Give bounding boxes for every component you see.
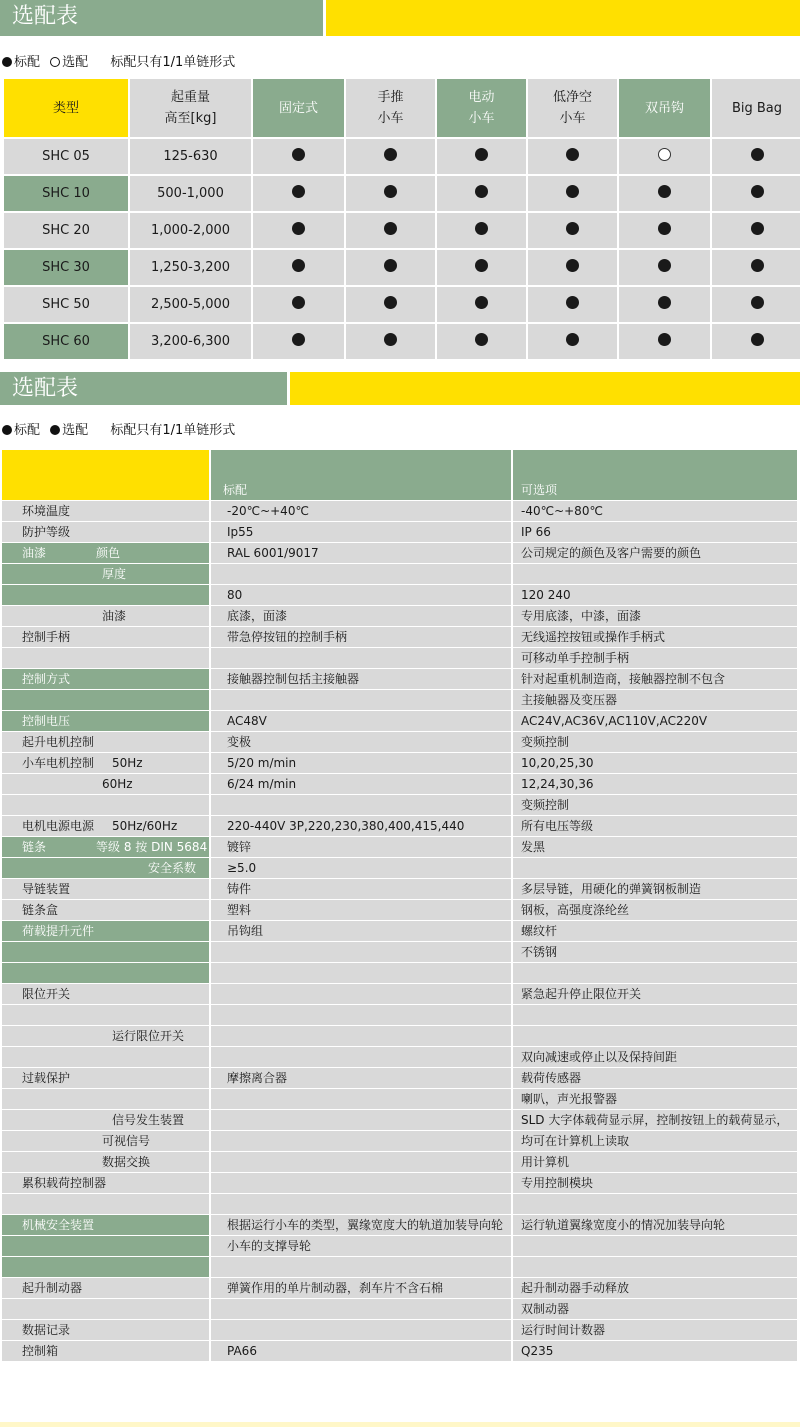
optional-value: 针对起重机制造商，接触器控制不包含 (512, 668, 798, 689)
table-row (4, 139, 800, 174)
row-label: 数据记录 (2, 1319, 210, 1340)
row-label: 链条盒 (2, 899, 210, 920)
row-sublabel: 信号发生装置 (112, 1113, 185, 1127)
table-row (2, 584, 798, 605)
row-label (2, 1193, 210, 1214)
filled-dot-icon (384, 333, 397, 346)
table-row (2, 941, 798, 962)
standard-value: AC48V (210, 710, 512, 731)
mark-cell (712, 139, 800, 174)
load-cell: 125-630 (130, 139, 251, 174)
standard-value: 镀锌 (210, 836, 512, 857)
bottom-bar (0, 1422, 800, 1427)
filled-dot-icon (751, 148, 764, 161)
standard-value (210, 962, 512, 983)
table-row (2, 1067, 798, 1088)
row-label: 导链装置 (2, 878, 210, 899)
row-label (2, 1109, 210, 1130)
mark-cell (437, 139, 526, 174)
standard-value (210, 1172, 512, 1193)
filled-dot-icon (566, 296, 579, 309)
standard-value: -20℃~+40℃ (210, 500, 512, 521)
table-row (2, 836, 798, 857)
filled-dot-icon (751, 296, 764, 309)
row-label: 荷载提升元件 (2, 920, 210, 941)
standard-value: 带急停按钮的控制手柄 (210, 626, 512, 647)
filled-dot-icon (292, 296, 305, 309)
optional-value: 专用底漆，中漆，面漆 (512, 605, 798, 626)
filled-dot-icon (658, 185, 671, 198)
standard-value (210, 941, 512, 962)
table-row (2, 815, 798, 836)
standard-value: 6/24 m/min (210, 773, 512, 794)
type-cell: SHC 10 (4, 176, 128, 211)
section2-yellow-bar (290, 372, 800, 405)
mark-cell (346, 324, 435, 359)
row-sublabel: 60Hz (102, 776, 133, 791)
optional-value: 变频控制 (512, 731, 798, 752)
optional-value: 紧急起升停止限位开关 (512, 983, 798, 1004)
section2-header (0, 372, 800, 405)
filled-dot-icon (658, 333, 671, 346)
row-label (2, 1235, 210, 1256)
load-cell: 1,000-2,000 (130, 213, 251, 248)
row-label: 起升制动器 (2, 1277, 210, 1298)
type-cell: SHC 05 (4, 139, 128, 174)
table-row (2, 1109, 798, 1130)
load-cell: 500-1,000 (130, 176, 251, 211)
mark-cell (712, 287, 800, 322)
standard-value: 铸件 (210, 878, 512, 899)
filled-dot-icon (566, 222, 579, 235)
row-label: 小车电机控制 50Hz (2, 752, 210, 773)
optional-value: 专用控制模块 (512, 1172, 798, 1193)
filled-dot-icon (292, 185, 305, 198)
table-row (2, 962, 798, 983)
filled-dot-icon (658, 296, 671, 309)
optional-value: 喇叭，声光报警器 (512, 1088, 798, 1109)
open-dot-icon (658, 148, 671, 161)
row-sublabel: 油漆 (102, 609, 127, 623)
table-row (2, 794, 798, 815)
optional-value: 载荷传感器 (512, 1067, 798, 1088)
standard-value (210, 1109, 512, 1130)
standard-value (210, 1193, 512, 1214)
row-label: 电机电源电源 50Hz/60Hz (2, 815, 210, 836)
mark-cell (528, 287, 617, 322)
table-row (2, 1046, 798, 1067)
table-row (2, 710, 798, 731)
row-label (2, 1298, 210, 1319)
optional-value: 用计算机 (512, 1151, 798, 1172)
optional-value: SLD 大字体载荷显示屏，控制按钮上的载荷显示， (512, 1109, 798, 1130)
row-sublabel: 厚度 (102, 567, 127, 581)
type-cell: SHC 30 (4, 250, 128, 285)
mark-cell (528, 213, 617, 248)
mark-cell (253, 250, 344, 285)
filled-dot-icon (384, 296, 397, 309)
standard-value (210, 1151, 512, 1172)
optional-value: Q235 (512, 1340, 798, 1361)
table-row (2, 1130, 798, 1151)
standard-value (210, 983, 512, 1004)
table-row (2, 1193, 798, 1214)
standard-value (210, 1046, 512, 1067)
table-row (2, 521, 798, 542)
standard-value: 5/20 m/min (210, 752, 512, 773)
row-sublabel: 安全系数 (148, 861, 197, 875)
filled-dot-icon (475, 148, 488, 161)
section1-yellow-bar (326, 0, 800, 36)
mark-cell (619, 250, 710, 285)
filled-dot-icon (292, 259, 305, 272)
optional-value (512, 857, 798, 878)
optional-value: 公司规定的颜色及客户需要的颜色 (512, 542, 798, 563)
table-row (2, 1088, 798, 1109)
filled-dot-icon (384, 148, 397, 161)
standard-value: 吊钩组 (210, 920, 512, 941)
row-label: 链条 等级 8 按 DIN 5684 (2, 836, 210, 857)
optional-value: 起升制动器手动释放 (512, 1277, 798, 1298)
column-header: Big Bag (712, 79, 800, 137)
filled-dot-icon (475, 296, 488, 309)
header-blank (2, 450, 210, 500)
table-row (2, 1025, 798, 1046)
mark-cell (712, 213, 800, 248)
optional-value: 无线遥控按钮或操作手柄式 (512, 626, 798, 647)
table-row (4, 213, 800, 248)
filled-dot-icon (566, 185, 579, 198)
options-table-header (2, 450, 798, 500)
row-label (2, 1256, 210, 1277)
mark-cell (253, 324, 344, 359)
mark-cell (253, 139, 344, 174)
table-row (2, 878, 798, 899)
filled-dot-icon (292, 148, 305, 161)
load-cell: 1,250-3,200 (130, 250, 251, 285)
optional-value: IP 66 (512, 521, 798, 542)
table-row (2, 983, 798, 1004)
standard-value (210, 1025, 512, 1046)
optional-value (512, 1004, 798, 1025)
row-label (2, 563, 210, 584)
table-row (2, 1256, 798, 1277)
table-row (2, 563, 798, 584)
filled-dot-icon (566, 148, 579, 161)
row-label (2, 794, 210, 815)
optional-value (512, 563, 798, 584)
standard-value (210, 1004, 512, 1025)
optional-value: 均可在计算机上读取 (512, 1130, 798, 1151)
type-cell: SHC 50 (4, 287, 128, 322)
mark-cell (346, 176, 435, 211)
table-row (2, 731, 798, 752)
standard-value: 80 (210, 584, 512, 605)
optional-value: 运行时间计数器 (512, 1319, 798, 1340)
row-label: 控制方式 (2, 668, 210, 689)
row-label (2, 962, 210, 983)
row-label: 控制电压 (2, 710, 210, 731)
row-sublabel: 可视信号 (102, 1134, 151, 1148)
optional-value: 发黑 (512, 836, 798, 857)
mark-cell (528, 176, 617, 211)
column-header: 电动 小车 (437, 79, 526, 137)
mark-cell (437, 324, 526, 359)
table-row (2, 899, 798, 920)
filled-dot-icon (658, 259, 671, 272)
row-label (2, 1046, 210, 1067)
mark-cell (619, 213, 710, 248)
table-row (2, 1277, 798, 1298)
optional-value: 可移动单手控制手柄 (512, 647, 798, 668)
mark-cell (253, 213, 344, 248)
header-standard: 标配 (210, 450, 512, 500)
legend-note: 标配只有1/1单链形式 (110, 55, 236, 70)
table-row (2, 542, 798, 563)
row-sublabel: 等级 8 按 DIN 5684 (96, 840, 208, 854)
row-label (2, 605, 210, 626)
filled-dot-icon (384, 259, 397, 272)
standard-value: 小车的支撑导轮 (210, 1235, 512, 1256)
table-row (2, 1151, 798, 1172)
row-label: 限位开关 (2, 983, 210, 1004)
filled-dot-icon (384, 185, 397, 198)
optional-value (512, 1256, 798, 1277)
column-header: 类型 (4, 79, 128, 137)
optional-value (512, 1193, 798, 1214)
column-header: 低净空 小车 (528, 79, 617, 137)
options-table (2, 450, 799, 1362)
section2-title: 选配表 (0, 372, 287, 405)
standard-value (210, 1256, 512, 1277)
open-dot-icon (50, 57, 60, 67)
table-row (2, 605, 798, 626)
legend-note: 标配只有1/1单链形式 (110, 423, 236, 438)
table-row (2, 500, 798, 521)
mark-cell (619, 139, 710, 174)
filled-dot-icon (751, 259, 764, 272)
standard-value: 220-440V 3P,220,230,380,400,415,440 (210, 815, 512, 836)
filled-dot-icon (292, 333, 305, 346)
row-label: 机械安全装置 (2, 1214, 210, 1235)
row-label (2, 1025, 210, 1046)
standard-value: ≥5.0 (210, 857, 512, 878)
standard-value: 底漆，面漆 (210, 605, 512, 626)
optional-value: 双向减速或停止以及保持间距 (512, 1046, 798, 1067)
row-label (2, 689, 210, 710)
optional-value: -40℃~+80℃ (512, 500, 798, 521)
mark-cell (619, 287, 710, 322)
mark-cell (346, 250, 435, 285)
table-row (2, 1235, 798, 1256)
mark-cell (619, 176, 710, 211)
column-header: 双吊钩 (619, 79, 710, 137)
standard-value: 接触器控制包括主接触器 (210, 668, 512, 689)
table-row (4, 176, 800, 211)
table-row (2, 1214, 798, 1235)
standard-value (210, 689, 512, 710)
model-table (2, 77, 800, 361)
row-label (2, 857, 210, 878)
optional-value (512, 1025, 798, 1046)
row-label: 环境温度 (2, 500, 210, 521)
filled-dot-icon (566, 259, 579, 272)
type-cell: SHC 20 (4, 213, 128, 248)
filled-dot-icon (475, 222, 488, 235)
filled-dot-icon (566, 333, 579, 346)
filled-dot-icon (751, 185, 764, 198)
standard-value: 摩擦离合器 (210, 1067, 512, 1088)
row-label (2, 647, 210, 668)
table-row (4, 324, 800, 359)
standard-value (210, 1130, 512, 1151)
filled-dot-icon (475, 333, 488, 346)
filled-dot-icon (658, 222, 671, 235)
filled-dot-icon (475, 185, 488, 198)
row-label: 油漆 颜色 (2, 542, 210, 563)
table-row (2, 752, 798, 773)
mark-cell (619, 324, 710, 359)
mark-cell (346, 139, 435, 174)
optional-value: 不锈钢 (512, 941, 798, 962)
load-cell: 3,200-6,300 (130, 324, 251, 359)
filled-dot-icon (384, 222, 397, 235)
table-row (2, 1004, 798, 1025)
table-row (2, 1172, 798, 1193)
section1-header (0, 0, 800, 36)
section1-title: 选配表 (0, 0, 323, 36)
standard-value: 塑料 (210, 899, 512, 920)
header-optional: 可选项 (512, 450, 798, 500)
optional-value: 120 240 (512, 584, 798, 605)
row-label (2, 1130, 210, 1151)
filled-dot-icon (475, 259, 488, 272)
standard-value: 弹簧作用的单片制动器，刹车片不含石棉 (210, 1277, 512, 1298)
mark-cell (528, 139, 617, 174)
optional-value: AC24V,AC36V,AC110V,AC220V (512, 710, 798, 731)
table-row (4, 287, 800, 322)
standard-value: PA66 (210, 1340, 512, 1361)
optional-value: 12,24,30,36 (512, 773, 798, 794)
section2-legend: 标配 选配 标配只有1/1单链形式 (2, 419, 235, 438)
standard-value: 根据运行小车的类型，翼缘宽度大的轨道加装导向轮 (210, 1214, 512, 1235)
table-row (2, 647, 798, 668)
section1-legend: 标配 选配 标配只有1/1单链形式 (2, 51, 235, 70)
optional-value: 多层导链，用硬化的弹簧钢板制造 (512, 878, 798, 899)
row-label (2, 1088, 210, 1109)
optional-value: 钢板，高强度涤纶丝 (512, 899, 798, 920)
row-label: 累积载荷控制器 (2, 1172, 210, 1193)
mark-cell (437, 287, 526, 322)
mark-cell (712, 324, 800, 359)
filled-dot-icon (2, 425, 12, 435)
table-row (2, 773, 798, 794)
filled-dot-icon (2, 57, 12, 67)
mark-cell (253, 287, 344, 322)
table-row (2, 857, 798, 878)
table-row (2, 1298, 798, 1319)
table-row (2, 668, 798, 689)
row-label: 控制手柄 (2, 626, 210, 647)
mark-cell (346, 213, 435, 248)
row-sublabel: 50Hz (112, 756, 143, 770)
mark-cell (346, 287, 435, 322)
filled-dot-icon (751, 333, 764, 346)
mark-cell (253, 176, 344, 211)
optional-value: 所有电压等级 (512, 815, 798, 836)
filled-dot-icon (50, 425, 60, 435)
row-label (2, 584, 210, 605)
column-header: 固定式 (253, 79, 344, 137)
mark-cell (528, 250, 617, 285)
table-row (2, 920, 798, 941)
row-label: 过载保护 (2, 1067, 210, 1088)
filled-dot-icon (751, 222, 764, 235)
optional-value: 主接触器及变压器 (512, 689, 798, 710)
standard-value (210, 563, 512, 584)
table-row (4, 250, 800, 285)
standard-value (210, 794, 512, 815)
mark-cell (437, 176, 526, 211)
row-label (2, 941, 210, 962)
row-sublabel: 颜色 (96, 546, 121, 560)
mark-cell (437, 250, 526, 285)
row-sublabel: 50Hz/60Hz (112, 819, 178, 833)
row-label (2, 773, 210, 794)
column-header: 手推 小车 (346, 79, 435, 137)
filled-dot-icon (292, 222, 305, 235)
standard-value: Ip55 (210, 521, 512, 542)
mark-cell (712, 176, 800, 211)
optional-value: 双制动器 (512, 1298, 798, 1319)
mark-cell (712, 250, 800, 285)
standard-value (210, 1298, 512, 1319)
row-sublabel: 数据交换 (102, 1155, 151, 1169)
optional-value: 变频控制 (512, 794, 798, 815)
type-cell: SHC 60 (4, 324, 128, 359)
table-row (2, 1340, 798, 1361)
standard-value (210, 647, 512, 668)
optional-value (512, 962, 798, 983)
row-sublabel: 运行限位开关 (112, 1029, 185, 1043)
standard-value: RAL 6001/9017 (210, 542, 512, 563)
table-row (2, 1319, 798, 1340)
standard-value (210, 1088, 512, 1109)
row-label: 控制箱 (2, 1340, 210, 1361)
row-label (2, 1004, 210, 1025)
table-row (2, 689, 798, 710)
table-row (2, 626, 798, 647)
optional-value: 10,20,25,30 (512, 752, 798, 773)
standard-value: 变极 (210, 731, 512, 752)
row-label: 起升电机控制 (2, 731, 210, 752)
optional-value: 螺纹杆 (512, 920, 798, 941)
mark-cell (528, 324, 617, 359)
mark-cell (437, 213, 526, 248)
optional-value: 运行轨道翼缘宽度小的情况加装导向轮 (512, 1214, 798, 1235)
column-header: 起重量 高至[kg] (130, 79, 251, 137)
standard-value (210, 1319, 512, 1340)
optional-value (512, 1235, 798, 1256)
load-cell: 2,500-5,000 (130, 287, 251, 322)
row-label: 防护等级 (2, 521, 210, 542)
row-label (2, 1151, 210, 1172)
model-table-header (4, 79, 800, 137)
